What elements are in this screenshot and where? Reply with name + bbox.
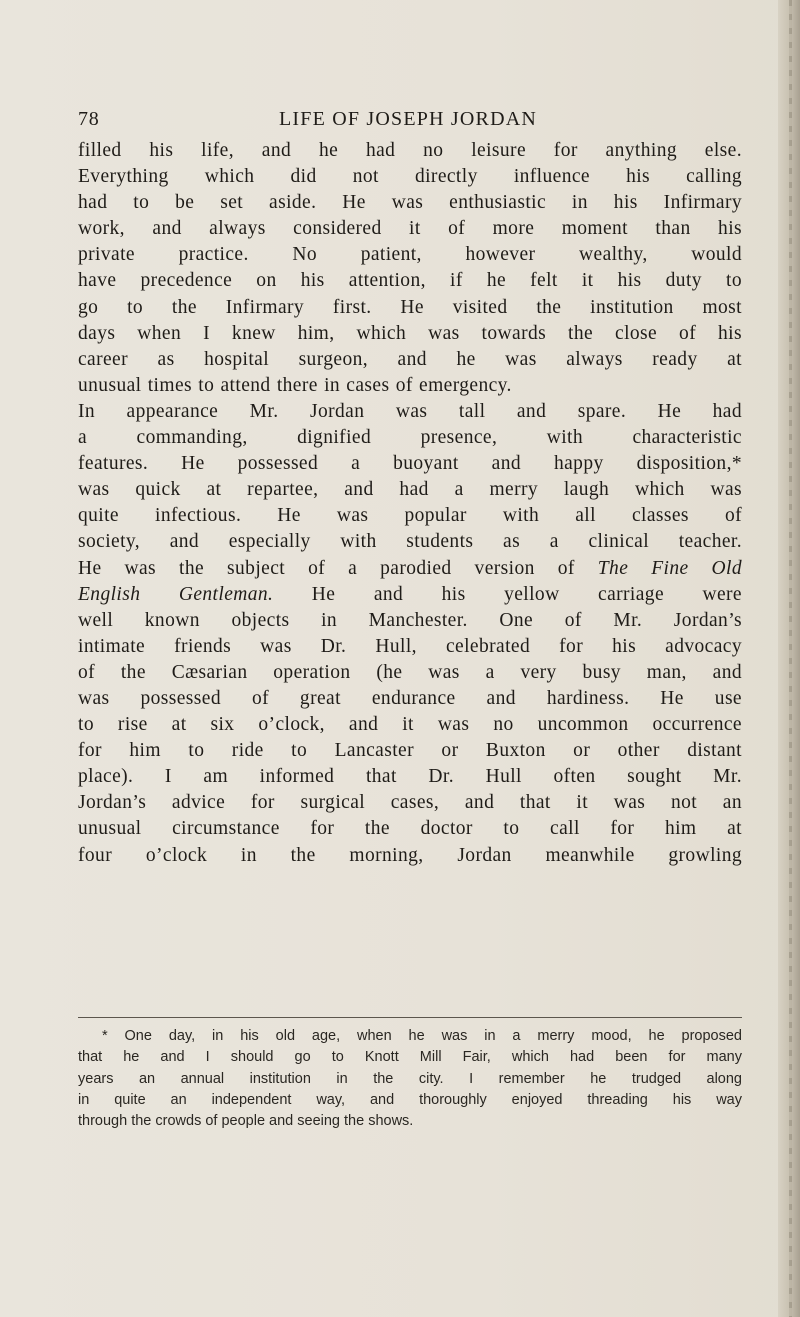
body-line-with-title [78,556,742,582]
body-line: of the Cæsarian operation (he was a very busy man, and [78,661,742,683]
body-line: go to the Infirmary first. He visited the institution most [78,296,742,318]
body-line: In appearance Mr. Jordan was tall and spare. He had [78,400,742,422]
body-line: work, and always considered it of more moment than his [78,218,742,240]
footnote-line: * One day, in his old age, when he was in a merry mood, he proposed [102,1028,742,1044]
body-line: features. He possessed a buoyant and happy disposition,* [78,453,742,475]
body-line: had to be set aside. He was enthusiastic in his Infirmary [78,192,742,214]
body-line: well known objects in Manchester. One of Mr. Jordan’s [78,609,742,631]
body-line: quite infectious. He was popular with all classes of [78,505,742,527]
footnote-line: that he and I should go to Knott Mill Fair, which had been for many [78,1049,742,1066]
body-line-text: He and his yellow carriage were [311,583,742,605]
body-line: have precedence on his attention, if he felt it his duty to [78,270,742,292]
page-number: 78 [78,108,100,130]
body-line: filled his life, and he had no leisure for anything else. [78,140,742,161]
body-line: Everything which did not directly influence his calling [78,166,742,188]
body-line: was possessed of great endurance and hardiness. He use [78,687,742,709]
body-text [78,138,742,869]
body-line: intimate friends was Dr. Hull, celebrated for his advocacy [78,635,742,657]
body-line: to rise at six o’clock, and it was no uncommon occurrence [78,714,742,736]
body-line: Jordan’s advice for surgical cases, and that it was not an [78,792,742,814]
body-line: was quick at repartee, and had a merry laugh which was [78,479,742,501]
body-line: four o’clock in the morning, Jordan meanwhile growling [78,844,742,866]
footnote-divider [78,1017,742,1018]
body-line: days when I knew him, which was towards the close of his [78,322,742,344]
running-head: LIFE OF JOSEPH JORDAN [278,108,537,130]
page-header [78,108,738,134]
body-line-with-title [78,582,742,608]
body-line: a commanding, dignified presence, with characteristic [78,427,742,449]
body-line: place). I am informed that Dr. Hull often sought Mr. [78,766,742,788]
body-line: career as hospital surgeon, and he was always ready at [78,348,742,370]
body-line-text: He was the subject of a parodied version of [78,557,575,579]
italic-title-part-2: English Gentleman. [78,583,274,605]
footnote-line: in quite an independent way, and thoroughly enjoyed threading his way [78,1091,742,1108]
footnote-line: years an annual institution in the city. I remember he trudged along [78,1070,742,1087]
body-line: unusual times to attend there in cases of emergency. [78,374,512,396]
body-line: unusual circumstance for the doctor to call for him at [78,818,742,840]
italic-title-part-1: The Fine Old [597,557,743,579]
body-line: for him to ride to Lancaster or Buxton or other distant [78,740,742,762]
footnote-line: through the crowds of people and seeing the shows. [78,1113,414,1130]
page-edge-texture [789,0,792,1317]
footnote [78,1026,742,1132]
body-line: society, and especially with students as a clinical teacher. [78,531,742,553]
body-line: private practice. No patient, however wealthy, would [78,244,742,266]
